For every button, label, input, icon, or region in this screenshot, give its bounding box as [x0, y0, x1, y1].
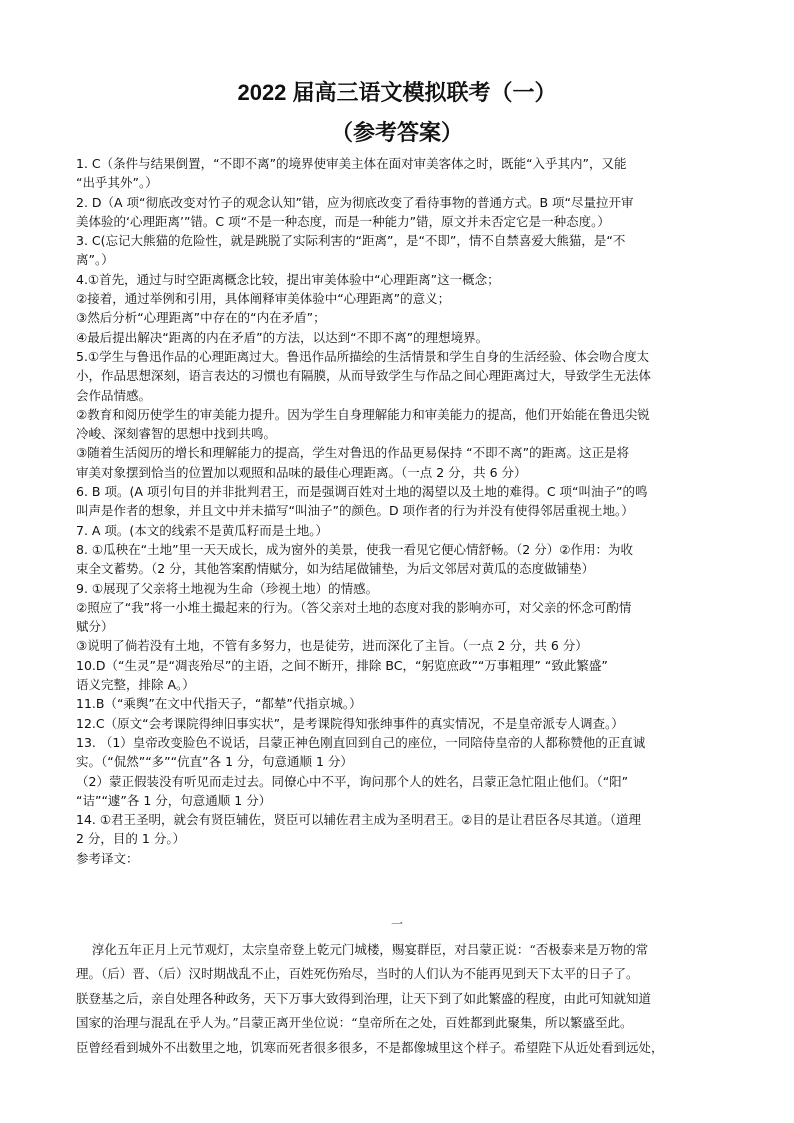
answer-line: 赋分）: [76, 619, 114, 635]
answer-line: ④最后提出解决“距离的内在矛盾”的方法，以达到“不即不离”的理想境界。: [76, 329, 489, 345]
answer-line: 语义完整，排除 A。）: [76, 677, 195, 693]
answer-line: 实。（“侃然”“多”“伉直”各 1 分，句意通顺 1 分）: [76, 754, 353, 770]
answer-line: 1. C（条件与结果倒置，“不即不离”的境界使审美主体在面对审美客体之时，既能“入乎其内”，又能: [76, 156, 627, 171]
answer-line: “诘”“遽”各 1 分，句意通顺 1 分）: [76, 792, 272, 808]
answer-line: 13. （1）皇帝改变脸色不说话，吕蒙正神色刚直回到自己的座位，一同陪侍皇帝的人都称赞他的正直诚: [76, 734, 646, 750]
answer-line: 叫声是作者的想象，并且文中并未描写“叫油子”的颜色。D 项作者的行为并没有使得邻居重视土地。）: [76, 503, 634, 519]
answer-line: 参考译文：: [76, 850, 139, 866]
answer-line: 12.C（原文“会考课院得绅旧事实状”，是考课院得知张绅事件的真实情况，不是皇帝派专人调查。）: [76, 715, 624, 731]
answer-line: 6. B 项。(A 项引句目的并非批判君王，而是强调百姓对土地的渴望以及土地的难得。C 项“叫油子”的鸣: [76, 484, 648, 500]
answer-line: 4.①首先，通过与时空距离概念比较，提出审美体验中“心理距离”这一概念；: [76, 271, 500, 287]
answer-line: 10.D（“生灵”是“凋丧殆尽”的主语，之间不断开，排除 BC，“躬览庶政”“万事粗理” “致此繁盛”: [76, 657, 608, 673]
translation-section-mark: 一: [390, 917, 403, 931]
answer-line: 会作品情感。: [76, 387, 152, 403]
reference-translation: [76, 938, 720, 1060]
answer-line: ②接着，通过举例和引用，具体阐释审美体验中“心理距离”的意义；: [76, 291, 451, 307]
answer-line: （2）蒙正假装没有听见而走过去。同僚心中不平，询问那个人的姓名，吕蒙正急忙阻止他们。（“阳”: [76, 773, 629, 789]
answer-line: ②教育和阅历使学生的审美能力提升。因为学生自身理解能力和审美能力的提高，他们开始能在鲁迅尖锐: [76, 406, 650, 422]
answer-line: 14. ①君王圣明，就会有贤臣辅佐，贤臣可以辅佐君主成为圣明君王。②目的是让君臣各尽其道。（道理: [76, 812, 642, 828]
answer-line: ③说明了倘若没有土地，不管有多努力，也是徒劳，进而深化了主旨。（一点 2 分，共 6 分）: [76, 638, 588, 654]
answer-list: [76, 154, 720, 868]
answer-line: 2 分，目的 1 分。）: [76, 831, 186, 847]
answer-line: ③然后分析“心理距离”中存在的“内在矛盾”；: [76, 310, 326, 326]
answer-line: 审美对象摆到恰当的位置加以观照和品味的最佳心理距离。（一点 2 分，共 6 分）: [76, 464, 527, 480]
answer-line: 束全文蓄势。（2 分，其他答案酌情赋分，如为结尾做铺垫，为后文邻居对黄瓜的态度做铺垫）: [76, 561, 595, 577]
answer-line: 2. D（A 项“彻底改变对竹子的观念认知”错，应为彻底改变了看待事物的普通方式。B 项“尽量拉开审: [76, 194, 634, 210]
answer-line: 离”。）: [76, 252, 114, 268]
answer-line: ③随着生活阅历的增长和理解能力的提高，学生对鲁迅的作品更易保持 “不即不离”的距离。这正是将: [76, 445, 630, 461]
answer-line: 冷峻、深刻睿智的思想中找到共鸣。: [76, 426, 277, 442]
answer-line: 8. ①瓜秧在“土地”里一天天成长，成为窗外的美景，使我一看见它便心情舒畅。（2 分）②作用：为收: [76, 541, 633, 557]
translation-line: 国家的治理与混乱在乎人为。”吕蒙正离开坐位说：“皇帝所在之处，百姓都到此聚集，所以繁盛至此。: [76, 1015, 633, 1031]
translation-line: 淳化五年正月上元节观灯，太宗皇帝登上乾元门城楼，赐宴群臣，对吕蒙正说：“否极泰来是万物的常: [76, 942, 649, 957]
answer-line: ②照应了“我”将一小堆土撮起来的行为。（答父亲对土地的态度对我的影响亦可，对父亲的怀念可酌情: [76, 599, 632, 615]
answer-line: 7. A 项。(本文的线索不是黄瓜籽而是土地。）: [76, 522, 329, 538]
answer-line: “出乎其外”。）: [76, 175, 158, 191]
document-subtitle: （参考答案）: [330, 120, 463, 145]
answer-line: 美体验的‘心理距离’”错。C 项“不是一种态度，而是一种能力”错，原文并未否定它是一种态度。）: [76, 213, 610, 229]
translation-line: 朕登基之后，亲自处理各种政务，天下万事大致得到治理，让天下到了如此繁盛的程度，由此可知就知道: [76, 990, 652, 1006]
answer-line: 11.B（“乘舆”在文中代指天子，“都辇”代指京城。）: [76, 696, 362, 712]
answer-line: 3. C(忘记大熊猫的危险性，就是跳脱了实际利害的“距离”，是“不即”，情不自禁喜爱大熊猫，是“不: [76, 233, 626, 249]
translation-line: 臣曾经看到城外不出数里之地，饥寒而死者很多很多，不是都像城里这个样子。希望陛下从近处看到远处，: [76, 1039, 664, 1055]
translation-line: 理。（后）晋、（后）汉时期战乱不止，百姓死伤殆尽，当时的人们认为不能再见到天下太平的日子了。: [76, 966, 639, 982]
document-title: 2022 届高三语文模拟联考（一）: [237, 80, 557, 105]
answer-line: 小，作品思想深刻，语言表达的习惯也有隔膜，从而导致学生与作品之间心理距离过大，导致学生无法体: [76, 368, 652, 384]
answer-line: 5.①学生与鲁迅作品的心理距离过大。鲁迅作品所描绘的生活情景和学生自身的生活经验、体会吻合度太: [76, 348, 650, 364]
answer-line: 9. ①展现了父亲将土地视为生命（珍视土地）的情感。: [76, 580, 379, 596]
